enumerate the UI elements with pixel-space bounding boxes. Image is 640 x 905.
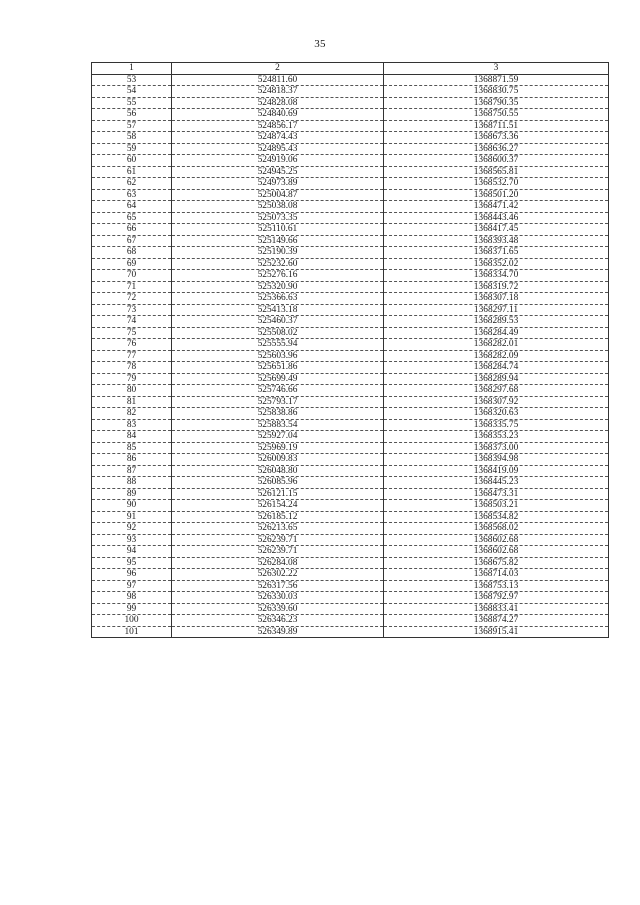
cell-x-coordinate: 525927.04	[172, 431, 384, 443]
cell-point-number: 88	[92, 477, 172, 489]
cell-x-coordinate: 526048.80	[172, 465, 384, 477]
cell-y-coordinate: 1368714.03	[384, 569, 609, 581]
table-row	[92, 155, 609, 167]
cell-point-number: 68	[92, 247, 172, 259]
page-number: 35	[314, 38, 326, 50]
table-row	[92, 350, 609, 362]
cell-y-coordinate: 1368565.81	[384, 166, 609, 178]
column-header-x: 2	[172, 63, 384, 75]
cell-point-number: 101	[92, 626, 172, 638]
cell-y-coordinate: 1368915.41	[384, 626, 609, 638]
cell-x-coordinate: 525969.19	[172, 442, 384, 454]
cell-point-number: 60	[92, 155, 172, 167]
cell-point-number: 86	[92, 454, 172, 466]
table-row	[92, 592, 609, 604]
table-row	[92, 534, 609, 546]
cell-x-coordinate: 525073.35	[172, 212, 384, 224]
cell-y-coordinate: 1368335.75	[384, 419, 609, 431]
cell-y-coordinate: 1368534.82	[384, 511, 609, 523]
table-row	[92, 419, 609, 431]
cell-point-number: 75	[92, 327, 172, 339]
cell-y-coordinate: 1368320.63	[384, 408, 609, 420]
cell-point-number: 99	[92, 603, 172, 615]
cell-y-coordinate: 1368289.94	[384, 373, 609, 385]
cell-x-coordinate: 526239.71	[172, 534, 384, 546]
cell-y-coordinate: 1368394.98	[384, 454, 609, 466]
cell-x-coordinate: 525460.37	[172, 316, 384, 328]
cell-point-number: 90	[92, 500, 172, 512]
table-row	[92, 120, 609, 132]
table-row	[92, 603, 609, 615]
table-row	[92, 408, 609, 420]
cell-y-coordinate: 1368417.45	[384, 224, 609, 236]
cell-y-coordinate: 1368673.36	[384, 132, 609, 144]
cell-y-coordinate: 1368602.68	[384, 546, 609, 558]
column-header-point: 1	[92, 63, 172, 75]
cell-point-number: 82	[92, 408, 172, 420]
cell-x-coordinate: 525232.60	[172, 258, 384, 270]
cell-y-coordinate: 1368419.09	[384, 465, 609, 477]
table-row	[92, 327, 609, 339]
cell-x-coordinate: 526349.89	[172, 626, 384, 638]
cell-y-coordinate: 1368790.35	[384, 97, 609, 109]
cell-point-number: 74	[92, 316, 172, 328]
table-row	[92, 304, 609, 316]
cell-y-coordinate: 1368282.09	[384, 350, 609, 362]
cell-point-number: 91	[92, 511, 172, 523]
cell-point-number: 97	[92, 580, 172, 592]
cell-point-number: 57	[92, 120, 172, 132]
cell-x-coordinate: 526346.23	[172, 615, 384, 627]
cell-y-coordinate: 1368501.20	[384, 189, 609, 201]
cell-y-coordinate: 1368297.68	[384, 385, 609, 397]
cell-y-coordinate: 1368445.23	[384, 477, 609, 489]
cell-x-coordinate: 525149.66	[172, 235, 384, 247]
table-row	[92, 511, 609, 523]
table-row	[92, 454, 609, 466]
table-row	[92, 546, 609, 558]
cell-y-coordinate: 1368307.18	[384, 293, 609, 305]
cell-point-number: 93	[92, 534, 172, 546]
cell-y-coordinate: 1368830.75	[384, 86, 609, 98]
table-row	[92, 488, 609, 500]
cell-x-coordinate: 525793.17	[172, 396, 384, 408]
cell-point-number: 96	[92, 569, 172, 581]
table-row	[92, 339, 609, 351]
cell-y-coordinate: 1368833.41	[384, 603, 609, 615]
cell-x-coordinate: 526213.65	[172, 523, 384, 535]
cell-y-coordinate: 1368750.55	[384, 109, 609, 121]
cell-y-coordinate: 1368568.02	[384, 523, 609, 535]
cell-x-coordinate: 524811.60	[172, 74, 384, 86]
cell-x-coordinate: 525508.02	[172, 327, 384, 339]
cell-y-coordinate: 1368600.37	[384, 155, 609, 167]
cell-y-coordinate: 1368371.65	[384, 247, 609, 259]
cell-x-coordinate: 525366.63	[172, 293, 384, 305]
table-row	[92, 270, 609, 282]
cell-point-number: 79	[92, 373, 172, 385]
cell-point-number: 73	[92, 304, 172, 316]
cell-x-coordinate: 525413.18	[172, 304, 384, 316]
cell-x-coordinate: 526339.60	[172, 603, 384, 615]
cell-y-coordinate: 1368792.97	[384, 592, 609, 604]
cell-y-coordinate: 1368319.72	[384, 281, 609, 293]
cell-x-coordinate: 524840.69	[172, 109, 384, 121]
coordinates-table	[91, 62, 609, 638]
table-row	[92, 316, 609, 328]
cell-y-coordinate: 1368602.68	[384, 534, 609, 546]
cell-point-number: 55	[92, 97, 172, 109]
table-row	[92, 166, 609, 178]
cell-point-number: 84	[92, 431, 172, 443]
cell-point-number: 67	[92, 235, 172, 247]
table-row	[92, 212, 609, 224]
table-row	[92, 281, 609, 293]
cell-y-coordinate: 1368393.48	[384, 235, 609, 247]
cell-point-number: 100	[92, 615, 172, 627]
cell-x-coordinate: 525038.08	[172, 201, 384, 213]
cell-y-coordinate: 1368636.27	[384, 143, 609, 155]
cell-x-coordinate: 526154.24	[172, 500, 384, 512]
cell-point-number: 70	[92, 270, 172, 282]
table-row	[92, 201, 609, 213]
cell-x-coordinate: 526121.15	[172, 488, 384, 500]
cell-point-number: 58	[92, 132, 172, 144]
cell-point-number: 77	[92, 350, 172, 362]
table-row	[92, 189, 609, 201]
table-row	[92, 224, 609, 236]
table-row	[92, 109, 609, 121]
cell-x-coordinate: 525883.54	[172, 419, 384, 431]
table-body	[92, 74, 609, 638]
table-row	[92, 569, 609, 581]
cell-point-number: 95	[92, 557, 172, 569]
cell-x-coordinate: 525190.39	[172, 247, 384, 259]
table-row	[92, 258, 609, 270]
cell-x-coordinate: 525603.96	[172, 350, 384, 362]
cell-point-number: 64	[92, 201, 172, 213]
table-row	[92, 557, 609, 569]
cell-x-coordinate: 525699.49	[172, 373, 384, 385]
cell-point-number: 69	[92, 258, 172, 270]
cell-x-coordinate: 525651.86	[172, 362, 384, 374]
table-header	[92, 63, 609, 75]
cell-x-coordinate: 524874.43	[172, 132, 384, 144]
table-row	[92, 523, 609, 535]
cell-point-number: 54	[92, 86, 172, 98]
cell-x-coordinate: 525320.90	[172, 281, 384, 293]
cell-point-number: 65	[92, 212, 172, 224]
cell-x-coordinate: 525004.87	[172, 189, 384, 201]
table-row	[92, 477, 609, 489]
table-row	[92, 143, 609, 155]
cell-y-coordinate: 1368334.70	[384, 270, 609, 282]
cell-point-number: 63	[92, 189, 172, 201]
cell-point-number: 71	[92, 281, 172, 293]
cell-point-number: 53	[92, 74, 172, 86]
table-row	[92, 615, 609, 627]
cell-y-coordinate: 1368373.00	[384, 442, 609, 454]
cell-y-coordinate: 1368532.70	[384, 178, 609, 190]
cell-y-coordinate: 1368284.49	[384, 327, 609, 339]
cell-point-number: 85	[92, 442, 172, 454]
cell-y-coordinate: 1368307.92	[384, 396, 609, 408]
cell-point-number: 66	[92, 224, 172, 236]
cell-x-coordinate: 524973.89	[172, 178, 384, 190]
cell-x-coordinate: 525276.16	[172, 270, 384, 282]
cell-x-coordinate: 525110.61	[172, 224, 384, 236]
cell-point-number: 78	[92, 362, 172, 374]
cell-y-coordinate: 1368675.82	[384, 557, 609, 569]
cell-y-coordinate: 1368871.59	[384, 74, 609, 86]
cell-point-number: 92	[92, 523, 172, 535]
table-row	[92, 385, 609, 397]
cell-y-coordinate: 1368289.53	[384, 316, 609, 328]
cell-point-number: 76	[92, 339, 172, 351]
cell-y-coordinate: 1368353.23	[384, 431, 609, 443]
table-row	[92, 396, 609, 408]
table-row	[92, 431, 609, 443]
cell-point-number: 61	[92, 166, 172, 178]
cell-y-coordinate: 1368753.13	[384, 580, 609, 592]
cell-point-number: 83	[92, 419, 172, 431]
cell-point-number: 94	[92, 546, 172, 558]
cell-y-coordinate: 1368874.27	[384, 615, 609, 627]
table-row	[92, 235, 609, 247]
cell-point-number: 89	[92, 488, 172, 500]
cell-point-number: 62	[92, 178, 172, 190]
cell-point-number: 81	[92, 396, 172, 408]
table-row	[92, 500, 609, 512]
cell-x-coordinate: 525838.86	[172, 408, 384, 420]
table-row	[92, 626, 609, 638]
cell-y-coordinate: 1368443.46	[384, 212, 609, 224]
cell-point-number: 72	[92, 293, 172, 305]
table-row	[92, 293, 609, 305]
cell-x-coordinate: 526085.96	[172, 477, 384, 489]
cell-y-coordinate: 1368503.21	[384, 500, 609, 512]
cell-point-number: 80	[92, 385, 172, 397]
cell-point-number: 56	[92, 109, 172, 121]
cell-x-coordinate: 524919.06	[172, 155, 384, 167]
cell-x-coordinate: 524895.43	[172, 143, 384, 155]
table-row	[92, 465, 609, 477]
cell-y-coordinate: 1368352.02	[384, 258, 609, 270]
table-row	[92, 178, 609, 190]
table-row	[92, 580, 609, 592]
table-row	[92, 74, 609, 86]
cell-point-number: 98	[92, 592, 172, 604]
cell-y-coordinate: 1368473.31	[384, 488, 609, 500]
cell-x-coordinate: 525555.94	[172, 339, 384, 351]
column-header-y: 3	[384, 63, 609, 75]
table-row	[92, 132, 609, 144]
cell-x-coordinate: 524856.17	[172, 120, 384, 132]
table-row	[92, 97, 609, 109]
cell-x-coordinate: 526317.56	[172, 580, 384, 592]
cell-x-coordinate: 526330.03	[172, 592, 384, 604]
cell-y-coordinate: 1368471.42	[384, 201, 609, 213]
cell-x-coordinate: 524945.25	[172, 166, 384, 178]
header-row	[92, 63, 609, 75]
cell-x-coordinate: 526239.71	[172, 546, 384, 558]
table-row	[92, 442, 609, 454]
table-row	[92, 373, 609, 385]
cell-x-coordinate: 526185.12	[172, 511, 384, 523]
cell-y-coordinate: 1368297.11	[384, 304, 609, 316]
table-row	[92, 86, 609, 98]
cell-x-coordinate: 525746.66	[172, 385, 384, 397]
cell-point-number: 59	[92, 143, 172, 155]
table-row	[92, 247, 609, 259]
cell-x-coordinate: 526284.08	[172, 557, 384, 569]
cell-x-coordinate: 524818.37	[172, 86, 384, 98]
cell-y-coordinate: 1368284.74	[384, 362, 609, 374]
cell-y-coordinate: 1368282.01	[384, 339, 609, 351]
cell-y-coordinate: 1368711.51	[384, 120, 609, 132]
cell-x-coordinate: 526302.22	[172, 569, 384, 581]
table-row	[92, 362, 609, 374]
cell-x-coordinate: 524828.08	[172, 97, 384, 109]
cell-x-coordinate: 526009.83	[172, 454, 384, 466]
cell-point-number: 87	[92, 465, 172, 477]
